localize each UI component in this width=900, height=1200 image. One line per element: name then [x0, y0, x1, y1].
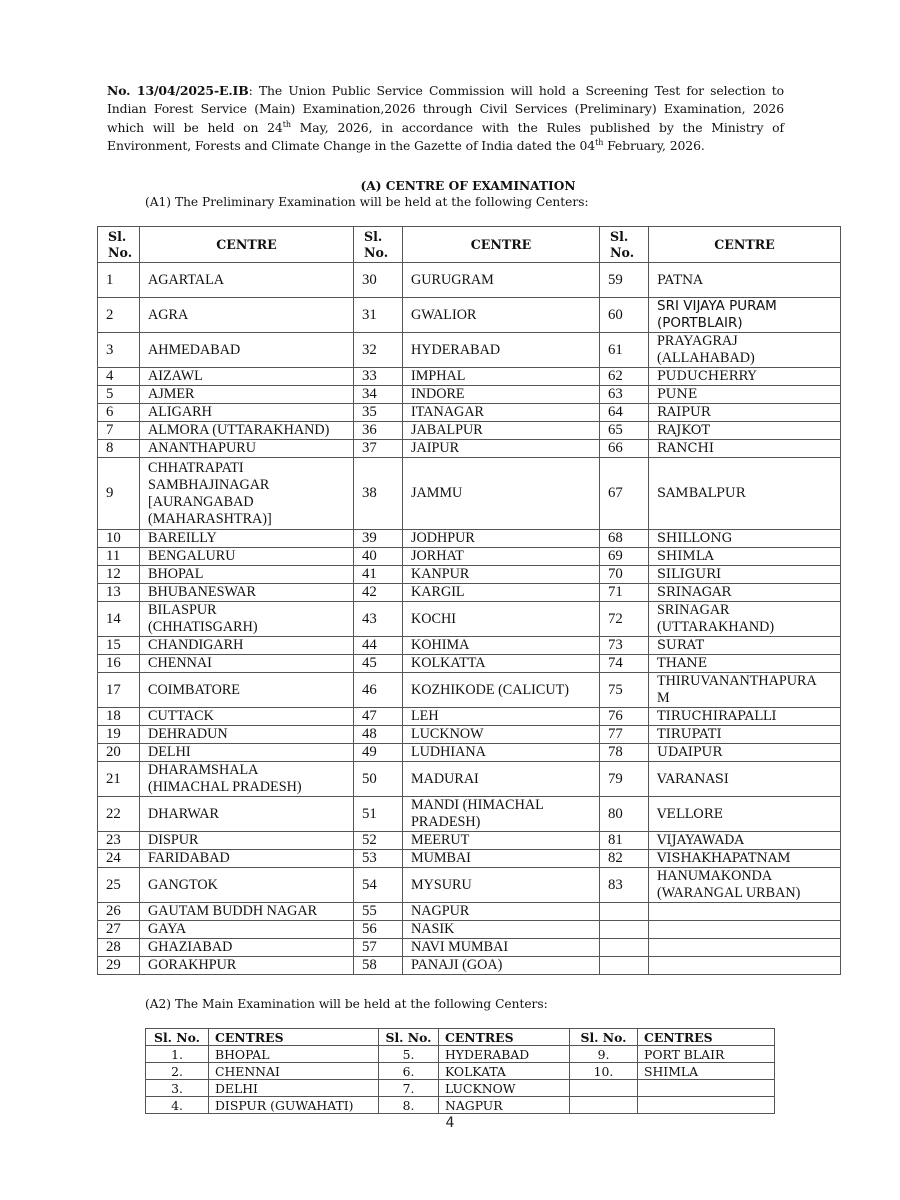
- centre-cell: KARGIL: [403, 584, 600, 602]
- sl-no-cell: 6.: [379, 1063, 439, 1080]
- centre-cell: CUTTACK: [140, 708, 354, 726]
- sl-no-cell: 24: [98, 850, 140, 868]
- sl-no-cell: 82: [600, 850, 649, 868]
- centre-cell: SILIGURI: [649, 566, 841, 584]
- table-row: [98, 333, 841, 368]
- sl-no-cell: 60: [600, 298, 649, 333]
- centre-cell: ANANTHAPURU: [140, 440, 354, 458]
- centre-header: CENTRE: [649, 227, 841, 263]
- table-row: [98, 548, 841, 566]
- sl-no-cell: 5.: [379, 1046, 439, 1063]
- sl-no-cell: 29: [98, 957, 140, 975]
- notice-text-2: May, 2026, in accordance with the Rules published by the Ministry of Environment, Forests and Climate Change in the Gazette of India dated the 04: [107, 119, 784, 154]
- centre-cell: LUCKNOW: [403, 726, 600, 744]
- centre-cell: BENGALURU: [140, 548, 354, 566]
- sl-no-cell: 36: [354, 422, 403, 440]
- sl-no-cell: 76: [600, 708, 649, 726]
- centre-cell: GANGTOK: [140, 868, 354, 903]
- sl-no-cell: 66: [600, 440, 649, 458]
- sl-no-cell: 39: [354, 530, 403, 548]
- sl-no-cell: 42: [354, 584, 403, 602]
- sl-no-cell: [600, 957, 649, 975]
- sl-no-cell: 47: [354, 708, 403, 726]
- centre-cell: KOLKATA: [439, 1063, 570, 1080]
- centre-cell: [649, 939, 841, 957]
- table-row: [98, 797, 841, 832]
- table-row: [98, 386, 841, 404]
- centre-cell: PRAYAGRAJ (ALLAHABAD): [649, 333, 841, 368]
- centre-cell: SAMBALPUR: [649, 458, 841, 530]
- table-row: [98, 530, 841, 548]
- sl-no-cell: 25: [98, 868, 140, 903]
- sl-no-cell: 70: [600, 566, 649, 584]
- table-row: [98, 957, 841, 975]
- centre-cell: LUCKNOW: [439, 1080, 570, 1097]
- sl-no-cell: 68: [600, 530, 649, 548]
- notice-paragraph: [107, 82, 784, 156]
- main-centres-table: [145, 1028, 775, 1114]
- centre-cell: MYSURU: [403, 868, 600, 903]
- sl-no-cell: 31: [354, 298, 403, 333]
- sl-no-header: Sl. No.: [98, 227, 140, 263]
- centre-cell: CHHATRAPATI SAMBHAJINAGAR [AURANGABAD (MAHARASHTRA)]: [140, 458, 354, 530]
- centre-cell: GAYA: [140, 921, 354, 939]
- sl-no-cell: 9.: [570, 1046, 638, 1063]
- sl-no-cell: 65: [600, 422, 649, 440]
- table-row: [98, 566, 841, 584]
- centres-header: CENTRES: [638, 1029, 775, 1046]
- sl-no-cell: 34: [354, 386, 403, 404]
- sl-no-cell: 78: [600, 744, 649, 762]
- sl-no-cell: 2: [98, 298, 140, 333]
- sl-no-header: Sl. No.: [570, 1029, 638, 1046]
- sl-no-cell: 45: [354, 655, 403, 673]
- sl-no-cell: [600, 939, 649, 957]
- centre-cell: KANPUR: [403, 566, 600, 584]
- sl-no-cell: 19: [98, 726, 140, 744]
- sl-no-cell: 9: [98, 458, 140, 530]
- sl-no-cell: 18: [98, 708, 140, 726]
- sl-no-cell: 8: [98, 440, 140, 458]
- centre-cell: NAGPUR: [403, 903, 600, 921]
- centre-cell: MANDI (HIMACHAL PRADESH): [403, 797, 600, 832]
- centre-cell: GORAKHPUR: [140, 957, 354, 975]
- centre-cell: VELLORE: [649, 797, 841, 832]
- centre-cell: DISPUR (GUWAHATI): [209, 1097, 379, 1114]
- sl-no-cell: 21: [98, 762, 140, 797]
- sl-no-cell: 28: [98, 939, 140, 957]
- sl-no-cell: 7.: [379, 1080, 439, 1097]
- table-row: [146, 1097, 775, 1114]
- sl-no-cell: 46: [354, 673, 403, 708]
- table-row: [146, 1080, 775, 1097]
- centre-cell: CHENNAI: [140, 655, 354, 673]
- sl-no-cell: 12: [98, 566, 140, 584]
- sl-no-cell: 5: [98, 386, 140, 404]
- sl-no-cell: 59: [600, 263, 649, 298]
- centre-cell: NAGPUR: [439, 1097, 570, 1114]
- sl-no-cell: 23: [98, 832, 140, 850]
- sl-no-cell: [570, 1080, 638, 1097]
- sl-no-cell: 2.: [146, 1063, 209, 1080]
- sl-no-cell: 53: [354, 850, 403, 868]
- centre-cell: COIMBATORE: [140, 673, 354, 708]
- centre-header: CENTRE: [140, 227, 354, 263]
- centre-cell: KOLKATTA: [403, 655, 600, 673]
- table-header-row: [98, 227, 841, 263]
- centre-cell: LEH: [403, 708, 600, 726]
- centre-cell: GHAZIABAD: [140, 939, 354, 957]
- sl-no-cell: [570, 1097, 638, 1114]
- centre-cell: [649, 957, 841, 975]
- section-heading: (A) CENTRE OF EXAMINATION: [360, 179, 576, 193]
- sl-no-cell: 8.: [379, 1097, 439, 1114]
- sl-no-cell: 48: [354, 726, 403, 744]
- notice-number: No. 13/04/2025-E.IB: [107, 83, 249, 98]
- table-row: [98, 440, 841, 458]
- table-row: [146, 1046, 775, 1063]
- centre-cell: AGRA: [140, 298, 354, 333]
- sl-no-cell: 11: [98, 548, 140, 566]
- sl-no-cell: 55: [354, 903, 403, 921]
- sl-no-cell: 56: [354, 921, 403, 939]
- centre-cell: FARIDABAD: [140, 850, 354, 868]
- sl-no-cell: 26: [98, 903, 140, 921]
- centre-cell: [649, 903, 841, 921]
- sl-no-cell: 75: [600, 673, 649, 708]
- table-row: [98, 744, 841, 762]
- sl-no-cell: 80: [600, 797, 649, 832]
- sl-no-cell: 32: [354, 333, 403, 368]
- centre-cell: BILASPUR (CHHATISGARH): [140, 602, 354, 637]
- sl-no-cell: 52: [354, 832, 403, 850]
- centre-cell: [638, 1080, 775, 1097]
- centre-cell: GWALIOR: [403, 298, 600, 333]
- centre-cell: DHARWAR: [140, 797, 354, 832]
- sl-no-cell: 35: [354, 404, 403, 422]
- sl-no-cell: 63: [600, 386, 649, 404]
- centre-cell: VARANASI: [649, 762, 841, 797]
- sl-no-cell: 72: [600, 602, 649, 637]
- centre-cell: RANCHI: [649, 440, 841, 458]
- centre-cell: RAIPUR: [649, 404, 841, 422]
- centre-cell: JAIPUR: [403, 440, 600, 458]
- ordinal-suffix: th: [282, 119, 291, 129]
- centre-cell: HYDERABAD: [403, 333, 600, 368]
- centre-cell: RAJKOT: [649, 422, 841, 440]
- centre-cell: BHOPAL: [140, 566, 354, 584]
- sl-no-cell: 61: [600, 333, 649, 368]
- centre-cell: LUDHIANA: [403, 744, 600, 762]
- centre-cell: PORT BLAIR: [638, 1046, 775, 1063]
- sl-no-cell: 81: [600, 832, 649, 850]
- page-number: 4: [445, 1115, 455, 1131]
- ordinal-suffix: th: [595, 138, 604, 148]
- centre-cell: JABALPUR: [403, 422, 600, 440]
- sl-no-cell: 43: [354, 602, 403, 637]
- centre-cell: SHILLONG: [649, 530, 841, 548]
- table-row: [98, 368, 841, 386]
- sl-no-cell: 37: [354, 440, 403, 458]
- centre-cell: DISPUR: [140, 832, 354, 850]
- sl-no-cell: 22: [98, 797, 140, 832]
- sl-no-cell: 6: [98, 404, 140, 422]
- table-row: [98, 458, 841, 530]
- centre-cell: SRINAGAR (UTTARAKHAND): [649, 602, 841, 637]
- centre-cell: VIJAYAWADA: [649, 832, 841, 850]
- sl-no-cell: 3: [98, 333, 140, 368]
- sl-no-header: Sl. No.: [379, 1029, 439, 1046]
- sl-no-cell: 1: [98, 263, 140, 298]
- table-row: [98, 673, 841, 708]
- centre-cell: KOHIMA: [403, 637, 600, 655]
- centre-header: CENTRE: [403, 227, 600, 263]
- centre-cell: ALIGARH: [140, 404, 354, 422]
- centre-cell: UDAIPUR: [649, 744, 841, 762]
- sl-no-cell: 10: [98, 530, 140, 548]
- sl-no-cell: 69: [600, 548, 649, 566]
- sl-no-header: Sl. No.: [354, 227, 403, 263]
- centre-cell: NASIK: [403, 921, 600, 939]
- sl-no-header: Sl. No.: [600, 227, 649, 263]
- centre-cell: BHOPAL: [209, 1046, 379, 1063]
- centre-cell: ALMORA (UTTARAKHAND): [140, 422, 354, 440]
- sl-no-cell: 40: [354, 548, 403, 566]
- sl-no-cell: 44: [354, 637, 403, 655]
- a1-intro: (A1) The Preliminary Examination will be held at the following Centers:: [145, 195, 589, 209]
- sl-no-cell: 30: [354, 263, 403, 298]
- centre-cell: DELHI: [140, 744, 354, 762]
- centre-cell: SHIMLA: [649, 548, 841, 566]
- sl-no-cell: 7: [98, 422, 140, 440]
- centre-cell: AGARTALA: [140, 263, 354, 298]
- centre-cell: PUDUCHERRY: [649, 368, 841, 386]
- sl-no-cell: 41: [354, 566, 403, 584]
- table-row: [98, 708, 841, 726]
- sl-no-cell: [600, 921, 649, 939]
- table-row: [98, 655, 841, 673]
- centre-cell: THIRUVANANTHAPURA M: [649, 673, 841, 708]
- sl-no-cell: 1.: [146, 1046, 209, 1063]
- sl-no-cell: 50: [354, 762, 403, 797]
- centre-cell: MUMBAI: [403, 850, 600, 868]
- prelim-centres-table: [97, 226, 841, 975]
- sl-no-cell: 20: [98, 744, 140, 762]
- centre-cell: PATNA: [649, 263, 841, 298]
- centre-cell: THANE: [649, 655, 841, 673]
- centre-cell: TIRUPATI: [649, 726, 841, 744]
- sl-no-cell: 83: [600, 868, 649, 903]
- table-row: [98, 263, 841, 298]
- centre-cell: GAUTAM BUDDH NAGAR: [140, 903, 354, 921]
- table-row: [98, 939, 841, 957]
- sl-no-cell: 17: [98, 673, 140, 708]
- centre-cell: TIRUCHIRAPALLI: [649, 708, 841, 726]
- centre-cell: VISHAKHAPATNAM: [649, 850, 841, 868]
- sl-no-cell: 71: [600, 584, 649, 602]
- table-row: [98, 850, 841, 868]
- centre-cell: HYDERABAD: [439, 1046, 570, 1063]
- sl-no-cell: 74: [600, 655, 649, 673]
- centre-cell: GURUGRAM: [403, 263, 600, 298]
- sl-no-cell: 38: [354, 458, 403, 530]
- centre-cell: DHARAMSHALA (HIMACHAL PRADESH): [140, 762, 354, 797]
- table-row: [98, 921, 841, 939]
- centre-cell: BAREILLY: [140, 530, 354, 548]
- sl-no-cell: 14: [98, 602, 140, 637]
- centre-cell: SRINAGAR: [649, 584, 841, 602]
- table-row: [98, 422, 841, 440]
- centre-cell: KOCHI: [403, 602, 600, 637]
- table-header-row: [146, 1029, 775, 1046]
- centre-cell: AHMEDABAD: [140, 333, 354, 368]
- centre-cell: SRI VIJAYA PURAM (PORTBLAIR): [649, 298, 841, 333]
- centre-cell: HANUMAKONDA (WARANGAL URBAN): [649, 868, 841, 903]
- centre-cell: AIZAWL: [140, 368, 354, 386]
- centre-cell: JODHPUR: [403, 530, 600, 548]
- table-row: [98, 726, 841, 744]
- table-row: [98, 404, 841, 422]
- centre-cell: IMPHAL: [403, 368, 600, 386]
- centre-cell: [649, 921, 841, 939]
- centre-cell: MEERUT: [403, 832, 600, 850]
- sl-no-cell: 15: [98, 637, 140, 655]
- sl-no-cell: 79: [600, 762, 649, 797]
- centre-cell: INDORE: [403, 386, 600, 404]
- sl-no-cell: 64: [600, 404, 649, 422]
- sl-no-cell: 27: [98, 921, 140, 939]
- sl-no-cell: 4.: [146, 1097, 209, 1114]
- table-row: [98, 868, 841, 903]
- sl-no-cell: 54: [354, 868, 403, 903]
- table-row: [98, 903, 841, 921]
- centre-cell: [638, 1097, 775, 1114]
- centre-cell: DEHRADUN: [140, 726, 354, 744]
- centre-cell: JAMMU: [403, 458, 600, 530]
- centre-cell: BHUBANESWAR: [140, 584, 354, 602]
- table-row: [98, 584, 841, 602]
- centre-cell: MADURAI: [403, 762, 600, 797]
- sl-no-cell: 73: [600, 637, 649, 655]
- sl-no-cell: 62: [600, 368, 649, 386]
- sl-no-cell: 10.: [570, 1063, 638, 1080]
- centre-cell: JORHAT: [403, 548, 600, 566]
- notice-text-1: : The Union Public Service Commission will hold a Screening Test for selection to Indian Forest Service (Main) Examination,2026 through Civil Services (Preliminary) Examination, 2026 which will be held on 24: [107, 83, 784, 135]
- centre-cell: SURAT: [649, 637, 841, 655]
- sl-no-cell: 16: [98, 655, 140, 673]
- table-row: [98, 637, 841, 655]
- centre-cell: KOZHIKODE (CALICUT): [403, 673, 600, 708]
- sl-no-cell: 51: [354, 797, 403, 832]
- centre-cell: AJMER: [140, 386, 354, 404]
- centre-cell: PANAJI (GOA): [403, 957, 600, 975]
- table-row: [98, 298, 841, 333]
- table-row: [146, 1063, 775, 1080]
- notice-text-3: February, 2026.: [603, 138, 705, 154]
- centre-cell: PUNE: [649, 386, 841, 404]
- sl-no-cell: 13: [98, 584, 140, 602]
- sl-no-cell: 3.: [146, 1080, 209, 1097]
- sl-no-cell: 33: [354, 368, 403, 386]
- sl-no-cell: 77: [600, 726, 649, 744]
- centre-cell: NAVI MUMBAI: [403, 939, 600, 957]
- table-row: [98, 832, 841, 850]
- centre-cell: SHIMLA: [638, 1063, 775, 1080]
- table-row: [98, 762, 841, 797]
- sl-no-cell: [600, 903, 649, 921]
- sl-no-cell: 57: [354, 939, 403, 957]
- centres-header: CENTRES: [439, 1029, 570, 1046]
- centre-cell: CHENNAI: [209, 1063, 379, 1080]
- sl-no-cell: 4: [98, 368, 140, 386]
- centres-header: CENTRES: [209, 1029, 379, 1046]
- centre-cell: CHANDIGARH: [140, 637, 354, 655]
- a2-intro: (A2) The Main Examination will be held at the following Centers:: [145, 997, 548, 1011]
- sl-no-header: Sl. No.: [146, 1029, 209, 1046]
- table-row: [98, 602, 841, 637]
- sl-no-cell: 67: [600, 458, 649, 530]
- centre-cell: ITANAGAR: [403, 404, 600, 422]
- sl-no-cell: 49: [354, 744, 403, 762]
- centre-cell: DELHI: [209, 1080, 379, 1097]
- sl-no-cell: 58: [354, 957, 403, 975]
